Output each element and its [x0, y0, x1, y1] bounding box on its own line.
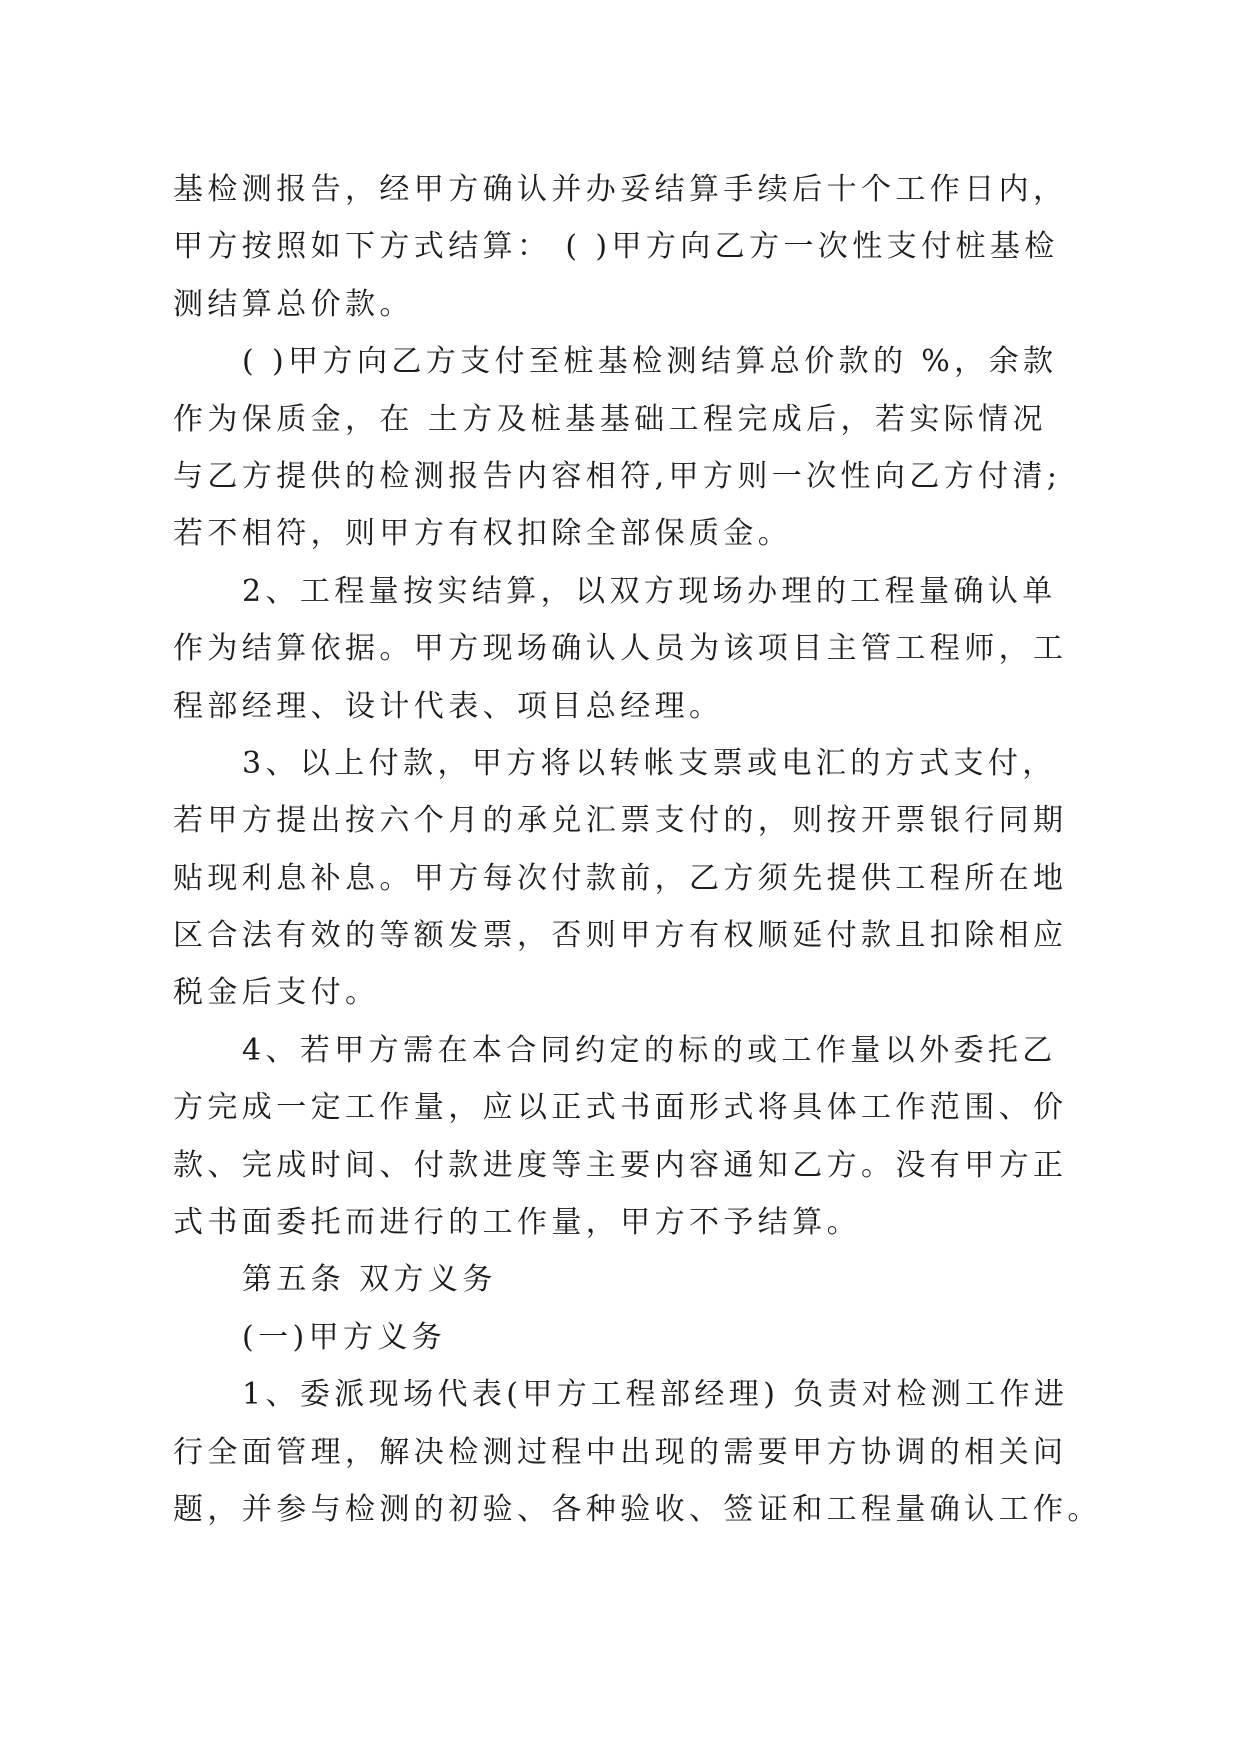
text-line: 基检测报告，经甲方确认并办妥结算手续后十个工作日内，	[173, 172, 1068, 207]
text-line: 税金后支付。	[173, 975, 380, 1011]
text-line: 方完成一定工作量，应以正式书面形式将具体工作范围、价	[173, 1090, 1068, 1126]
section-heading: 第五条 双方义务	[242, 1262, 497, 1298]
paragraph-clause-2	[173, 563, 1073, 735]
text-line: 与乙方提供的检测报告内容相符,甲方则一次性向乙方付清;	[173, 458, 1062, 494]
subsection-heading: (一)甲方义务	[242, 1319, 447, 1355]
text-line: 4、若甲方需在本合同约定的标的或工作量以外委托乙	[242, 1032, 1057, 1068]
text-line: 作为保质金，在 土方及桩基基础工程完成后，若实际情况	[173, 401, 1047, 437]
text-line: ( )甲方向乙方支付至桩基检测结算总价款的 %，余款	[242, 344, 1058, 380]
paragraph-party-a-duty-1	[173, 1366, 1102, 1538]
text-line: 题，并参与检测的初验、各种验收、签证和工程量确认工作。	[173, 1491, 1102, 1527]
text-line: 测结算总价款。	[173, 286, 414, 322]
text-line: 贴现利息补息。甲方每次付款前，乙方须先提供工程所在地	[173, 860, 1068, 896]
text-line: 式书面委托而进行的工作量，甲方不予结算。	[173, 1205, 861, 1241]
paragraph-clause-3	[173, 735, 1073, 1022]
text-line: 区合法有效的等额发票，否则甲方有权顺延付款且扣除相应	[173, 918, 1068, 954]
paragraph-payment-terms-continued	[173, 161, 1073, 333]
text-line: 程部经理、设计代表、项目总经理。	[173, 688, 724, 724]
document-body	[173, 161, 1102, 1538]
paragraph-clause-4	[173, 1022, 1073, 1252]
text-line: 行全面管理，解决检测过程中出现的需要甲方协调的相关问	[173, 1434, 1068, 1470]
text-line: 款、完成时间、付款进度等主要内容通知乙方。没有甲方正	[173, 1147, 1068, 1183]
text-line: 若不相符，则甲方有权扣除全部保质金。	[173, 516, 793, 552]
paragraph-retention-option	[173, 333, 1073, 563]
text-line: 3、以上付款，甲方将以转帐支票或电汇的方式支付，	[242, 745, 1057, 781]
text-line: 若甲方提出按六个月的承兑汇票支付的，则按开票银行同期	[173, 803, 1068, 839]
text-line: 作为结算依据。甲方现场确认人员为该项目主管工程师，工	[173, 631, 1068, 667]
text-line: 1、委派现场代表(甲方工程部经理) 负责对检测工作进	[242, 1377, 1069, 1413]
text-line: 甲方按照如下方式结算： ( )甲方向乙方一次性支付桩基检	[173, 229, 1059, 265]
text-line: 2、工程量按实结算，以双方现场办理的工程量确认单	[242, 573, 1057, 609]
